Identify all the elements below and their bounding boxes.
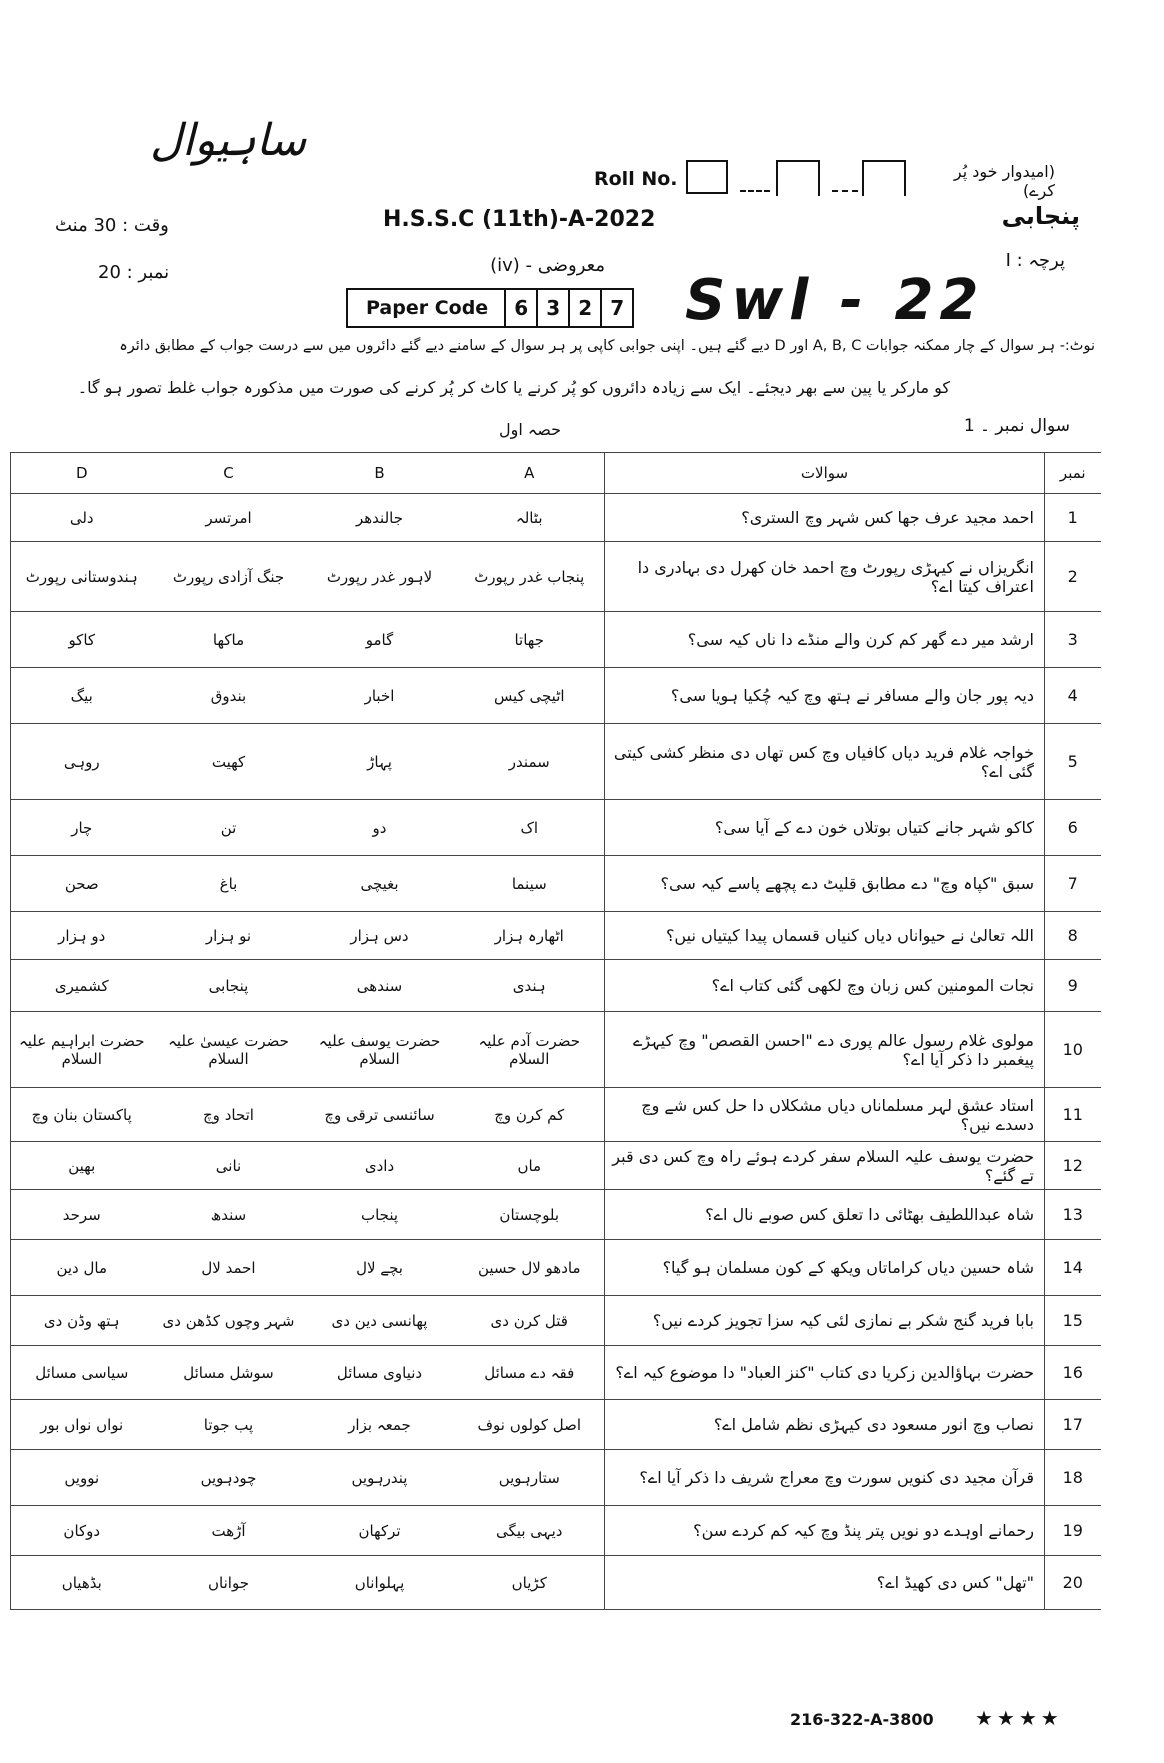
option-b: دنیاوی مسائل (305, 1346, 455, 1400)
option-c: سندھ (153, 1190, 305, 1240)
question-text: سبق "کپاہ وچ" دے مطابق قلیٹ دے پچھے پاسے کیہ سی؟ (605, 856, 1045, 912)
option-d: دوکان (11, 1506, 153, 1556)
option-c: پب جوتا (153, 1400, 305, 1450)
table-row (11, 800, 1101, 856)
option-d: بیگ (11, 668, 153, 724)
question-text: ارشد میر دے گھر کم کرن والے منڈے دا ناں کیہ سی؟ (605, 612, 1045, 668)
option-b: دس ہزار (305, 912, 455, 960)
exam-title: H.S.S.C (11th)-A-2022 (383, 207, 656, 232)
option-b: پنجاب (305, 1190, 455, 1240)
paper-code-digit: 7 (600, 288, 634, 328)
paper-code-label: Paper Code (346, 288, 506, 328)
option-a: اک (455, 800, 605, 856)
option-d: سیاسی مسائل (11, 1346, 153, 1400)
table-row (11, 542, 1101, 612)
option-c: شہر وچوں کڈھن دی (153, 1296, 305, 1346)
question-number: 17 (1045, 1400, 1101, 1450)
question-text: شاہ عبداللطیف بھٹائی دا تعلق کس صوبے نال اے؟ (605, 1190, 1045, 1240)
handwritten-city: ساہیوال (150, 115, 307, 166)
option-d: کشمیری (11, 960, 153, 1012)
table-row (11, 494, 1101, 542)
option-b: حضرت یوسف علیہ السلام (305, 1012, 455, 1088)
column-header-b: B (305, 453, 455, 494)
table-row (11, 912, 1101, 960)
option-a: اٹیچی کیس (455, 668, 605, 724)
table-row (11, 1012, 1101, 1088)
instructions-line-1: نوٹ:- ہر سوال کے چار ممکنہ جوابات A, B, C اور D دیے گئے ہیں۔ اپنی جوابی کاپی پر ہر سوال کے سامنے دیے گئے دائروں میں سے درست جواب کے مطابق دائرہ (119, 338, 1095, 354)
question-text: "تھل" کس دی کھیڈ اے؟ (605, 1556, 1045, 1610)
question-text: کاکو شہر جانے کتیاں بوتلاں خون دے کے آیا سی؟ (605, 800, 1045, 856)
question-text: حضرت یوسف علیہ السلام سفر کردے ہوئے راہ وچ کس دی قبر تے گئے؟ (605, 1142, 1045, 1190)
option-a: مادھو لال حسین (455, 1240, 605, 1296)
option-d: صحن (11, 856, 153, 912)
question-number: 6 (1045, 800, 1101, 856)
option-c: باغ (153, 856, 305, 912)
option-a: اصل کولوں نوف (455, 1400, 605, 1450)
table-row (11, 1556, 1101, 1610)
option-c: جواناں (153, 1556, 305, 1610)
column-header-questions: سوالات (605, 453, 1045, 494)
option-b: جمعہ بزار (305, 1400, 455, 1450)
roll-number-boxes[interactable] (686, 160, 908, 196)
paper-code-digit: 6 (504, 288, 538, 328)
table-row (11, 1450, 1101, 1506)
question-text: نجات المومنین کس زبان وچ لکھی گئی کتاب اے؟ (605, 960, 1045, 1012)
question-number: 19 (1045, 1506, 1101, 1556)
option-c: حضرت عیسیٰ علیہ السلام (153, 1012, 305, 1088)
table-row (11, 1400, 1101, 1450)
option-a: ماں (455, 1142, 605, 1190)
option-a: جھاتا (455, 612, 605, 668)
table-header-row (11, 453, 1101, 494)
option-d: حضرت ابراہیم علیہ السلام (11, 1012, 153, 1088)
column-header-d: D (11, 453, 153, 494)
instructions-line-2: کو مارکر یا پین سے بھر دیجئے۔ ایک سے زیادہ دائروں کو پُر کرنے یا کاٹ کر پُر کرنے کی صورت میں مذکورہ جواب غلط تصور ہو گا۔ (77, 378, 950, 397)
option-a: قتل کرن دی (455, 1296, 605, 1346)
option-d: مال دین (11, 1240, 153, 1296)
question-text: شاہ حسین دیاں کراماتاں ویکھ کے کون مسلمان ہو گیا؟ (605, 1240, 1045, 1296)
option-a: بلوچستان (455, 1190, 605, 1240)
table-row (11, 668, 1101, 724)
table-row (11, 1346, 1101, 1400)
option-b: ترکھان (305, 1506, 455, 1556)
option-c: نو ہزار (153, 912, 305, 960)
question-number-label: سوال نمبر ۔ 1 (963, 416, 1070, 436)
option-a: حضرت آدم علیہ السلام (455, 1012, 605, 1088)
table-row (11, 612, 1101, 668)
option-d: پاکستان بنان وچ (11, 1088, 153, 1142)
option-c: چودہویں (153, 1450, 305, 1506)
option-c: بندوق (153, 668, 305, 724)
column-header-c: C (153, 453, 305, 494)
option-b: سندھی (305, 960, 455, 1012)
question-text: احمد مجید عرف جھا کس شہر وچ الستری؟ (605, 494, 1045, 542)
question-number: 4 (1045, 668, 1101, 724)
column-header-number: نمبر (1045, 453, 1101, 494)
option-b: لاہور غدر رپورٹ (305, 542, 455, 612)
question-text: مولوی غلام رسول عالم پوری دے "احسن القصص" وچ کیہڑے پیغمبر دا ذکر آیا اے؟ (605, 1012, 1045, 1088)
option-d: کاکو (11, 612, 153, 668)
option-c: نانی (153, 1142, 305, 1190)
option-d: سرحد (11, 1190, 153, 1240)
option-b: سائنسی ترقی وچ (305, 1088, 455, 1142)
option-a: دیہی بیگی (455, 1506, 605, 1556)
option-b: پہلواناں (305, 1556, 455, 1610)
option-d: ہتھ وڈن دی (11, 1296, 153, 1346)
roll-number-note: (امیدوار خود پُر کرے) (953, 162, 1055, 200)
option-a: ہندی (455, 960, 605, 1012)
question-number: 10 (1045, 1012, 1101, 1088)
question-number: 16 (1045, 1346, 1101, 1400)
option-a: بٹالہ (455, 494, 605, 542)
option-c: پنجابی (153, 960, 305, 1012)
option-a: ستارہویں (455, 1450, 605, 1506)
option-b: پہاڑ (305, 724, 455, 800)
question-text: قرآن مجید دی کنویں سورت وچ معراج شریف دا ذکر آیا اے؟ (605, 1450, 1045, 1506)
question-number: 8 (1045, 912, 1101, 960)
option-b: اخبار (305, 668, 455, 724)
option-b: بچے لال (305, 1240, 455, 1296)
option-d: دو ہزار (11, 912, 153, 960)
questions-table (10, 452, 1101, 1610)
question-text: اللہ تعالیٰ نے حیواناں دیاں کنیاں قسماں پیدا کیتیاں نیں؟ (605, 912, 1045, 960)
question-number: 15 (1045, 1296, 1101, 1346)
question-number: 7 (1045, 856, 1101, 912)
option-b: دادی (305, 1142, 455, 1190)
table-row (11, 1142, 1101, 1190)
footer-code: 216-322-A-3800 (790, 1710, 934, 1729)
option-c: احمد لال (153, 1240, 305, 1296)
option-d: ہندوستانی رپورٹ (11, 542, 153, 612)
question-number: 3 (1045, 612, 1101, 668)
subject-label: پنجابی (1001, 202, 1080, 230)
question-number: 12 (1045, 1142, 1101, 1190)
question-number: 18 (1045, 1450, 1101, 1506)
table-row (11, 1506, 1101, 1556)
option-c: تن (153, 800, 305, 856)
question-number: 9 (1045, 960, 1101, 1012)
option-d: بھین (11, 1142, 153, 1190)
question-text: رحمانے اوہدے دو نویں پتر پنڈ وچ کیہ کم کردے سن؟ (605, 1506, 1045, 1556)
table-row (11, 1088, 1101, 1142)
question-text: دیہ پور جان والے مسافر نے ہتھ وچ کیہ چُکیا ہویا سی؟ (605, 668, 1045, 724)
question-number: 14 (1045, 1240, 1101, 1296)
option-d: چار (11, 800, 153, 856)
option-d: بڈھیاں (11, 1556, 153, 1610)
option-b: گامو (305, 612, 455, 668)
question-number: 20 (1045, 1556, 1101, 1610)
option-a: پنجاب غدر رپورٹ (455, 542, 605, 612)
table-row (11, 960, 1101, 1012)
option-b: پھانسی دین دی (305, 1296, 455, 1346)
option-a: سمندر (455, 724, 605, 800)
table-row (11, 1296, 1101, 1346)
option-d: نواں نواں بور (11, 1400, 153, 1450)
table-row (11, 1190, 1101, 1240)
table-row (11, 724, 1101, 800)
question-number: 2 (1045, 542, 1101, 612)
question-number: 11 (1045, 1088, 1101, 1142)
objective-label: معروضی - (iv) (490, 255, 605, 276)
option-c: سوشل مسائل (153, 1346, 305, 1400)
option-a: فقہ دے مسائل (455, 1346, 605, 1400)
paper-label: پرچہ : I (1005, 250, 1065, 271)
handwritten-paper-code: Swl - 22 (685, 268, 985, 333)
footer-stars: ★★★★ (975, 1706, 1063, 1730)
question-text: استاد عشق لہر مسلماناں دیاں مشکلاں دا حل کس شے وچ دسدے نیں؟ (605, 1088, 1045, 1142)
roll-number-label: Roll No. (594, 168, 678, 190)
question-text: نصاب وچ انور مسعود دی کیہڑی نظم شامل اے؟ (605, 1400, 1045, 1450)
question-text: انگریزاں نے کیہڑی رپورٹ وچ احمد خان کھرل دی بہادری دا اعتراف کیتا اے؟ (605, 542, 1045, 612)
paper-code-digit: 2 (568, 288, 602, 328)
option-d: دلی (11, 494, 153, 542)
option-c: اتحاد وچ (153, 1088, 305, 1142)
option-a: اٹھارہ ہزار (455, 912, 605, 960)
option-c: ماکھا (153, 612, 305, 668)
paper-code-block (346, 288, 634, 328)
question-text: خواجہ غلام فرید دیاں کافیاں وچ کس تھاں دی منظر کشی کیتی گئی اے؟ (605, 724, 1045, 800)
marks-label: نمبر : 20 (98, 262, 170, 283)
option-c: آڑھت (153, 1506, 305, 1556)
question-text: حضرت بہاؤالدین زکریا دی کتاب "کنز العباد" دا موضوع کیہ اے؟ (605, 1346, 1045, 1400)
table-row (11, 856, 1101, 912)
option-b: پندرہویں (305, 1450, 455, 1506)
part-label: حصہ اول (498, 420, 562, 439)
question-text: بابا فرید گنج شکر بے نمازی لئی کیہ سزا تجویز کردے نیں؟ (605, 1296, 1045, 1346)
option-a: سینما (455, 856, 605, 912)
option-b: بغیچی (305, 856, 455, 912)
paper-code-digit: 3 (536, 288, 570, 328)
table-row (11, 1240, 1101, 1296)
option-d: روہی (11, 724, 153, 800)
option-b: دو (305, 800, 455, 856)
option-c: کھیت (153, 724, 305, 800)
question-number: 5 (1045, 724, 1101, 800)
option-c: امرتسر (153, 494, 305, 542)
option-c: جنگ آزادی رپورٹ (153, 542, 305, 612)
question-number: 13 (1045, 1190, 1101, 1240)
column-header-a: A (455, 453, 605, 494)
option-d: نوویں (11, 1450, 153, 1506)
option-a: کم کرن وچ (455, 1088, 605, 1142)
option-a: کڑیاں (455, 1556, 605, 1610)
time-label: وقت : 30 منٹ (55, 215, 169, 236)
question-number: 1 (1045, 494, 1101, 542)
option-b: جالندھر (305, 494, 455, 542)
